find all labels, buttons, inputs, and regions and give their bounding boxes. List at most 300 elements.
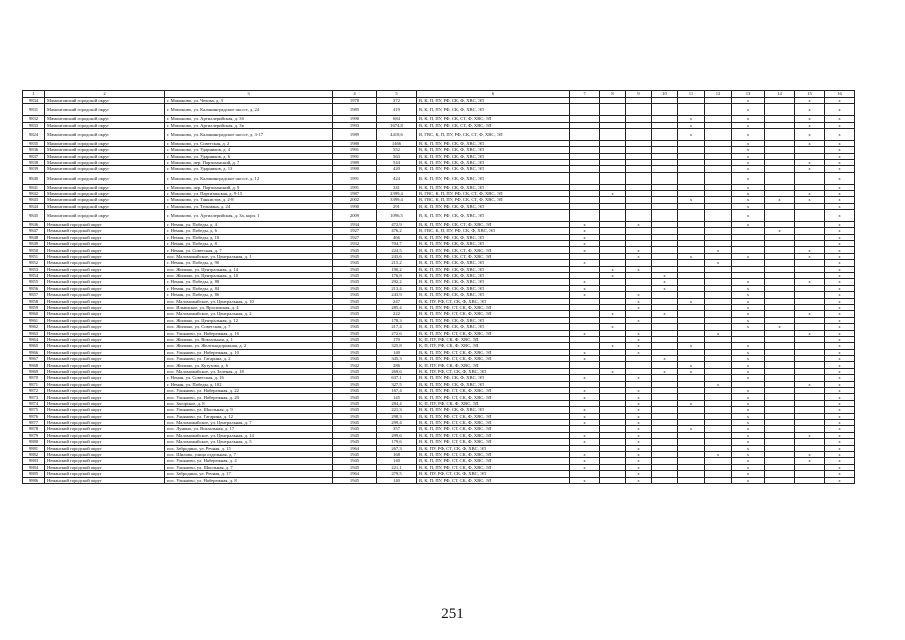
year-cell: 1989 xyxy=(333,128,377,140)
mark-cell-col-8: x xyxy=(600,368,626,374)
year-cell: 1990 xyxy=(333,116,377,122)
address-cell: г. Мамоново, пер. Партизанский, д. 7 xyxy=(165,159,333,165)
row-number-cell: 9873 xyxy=(23,394,45,400)
year-cell: 1945 xyxy=(333,247,377,253)
row-number-cell: 9849 xyxy=(23,241,45,247)
row-number-cell: 9879 xyxy=(23,432,45,438)
mark-cell-col-13: x xyxy=(732,210,765,222)
area-cell: 637,1 xyxy=(377,375,417,381)
mark-cell-col-16: x xyxy=(825,190,855,196)
mark-cell-col-13: x xyxy=(732,356,765,362)
column-header-14: 14 xyxy=(765,91,795,98)
row-number-cell: 9848 xyxy=(23,234,45,240)
year-cell: 1945 xyxy=(333,375,377,381)
mark-cell-col-13: x xyxy=(732,197,765,203)
mark-cell-col-16: x xyxy=(825,477,855,483)
mark-cell-col-15: x xyxy=(795,381,825,387)
row-number-cell: 9857 xyxy=(23,292,45,298)
district-cell: Неманский городской округ xyxy=(45,388,165,394)
year-cell: 1945 xyxy=(333,458,377,464)
mark-cell-col-13: x xyxy=(732,116,765,122)
mark-cell-col-16: x xyxy=(825,279,855,285)
area-cell: 176,8 xyxy=(377,273,417,279)
area-cell: 298,3 xyxy=(377,413,417,419)
area-cell: 325,8 xyxy=(377,343,417,349)
mark-cell-col-10: x xyxy=(652,356,678,362)
district-cell: Неманский городской округ xyxy=(45,381,165,387)
area-cell: 357 xyxy=(377,426,417,432)
works-cell: В, К, П, ПУ, РФ, СТ, СК, Ф, ХВС, ЭЛ xyxy=(417,451,570,457)
row-number-cell: 9871 xyxy=(23,381,45,387)
table-row xyxy=(23,128,855,140)
column-header-5: 5 xyxy=(377,91,417,98)
column-header-13: 13 xyxy=(732,91,765,98)
mark-cell-col-7: x xyxy=(570,247,600,253)
mark-cell-col-15: x xyxy=(795,116,825,122)
area-cell: 1466 xyxy=(377,140,417,146)
mark-cell-col-13: x xyxy=(732,362,765,368)
year-cell: 1945 xyxy=(333,400,377,406)
mark-cell-col-10: x xyxy=(652,285,678,291)
mark-cell-col-7: x xyxy=(570,375,600,381)
column-header-12: 12 xyxy=(705,91,732,98)
mark-cell-col-9: x xyxy=(626,477,652,483)
address-cell: г. Мамоново, ул. Ударников, д. 6 xyxy=(165,153,333,159)
row-number-cell: 9874 xyxy=(23,400,45,406)
mark-cell-col-9: x xyxy=(626,400,652,406)
mark-cell-col-7: x xyxy=(570,413,600,419)
mark-cell-col-7: x xyxy=(570,439,600,445)
works-cell: В, К, П, ПУ, РФ, СТ, СК, Ф, ХВС, ЭЛ xyxy=(417,388,570,394)
works-cell: К, П, ПУ, РФ, СК, Ф, ХВС, ЭЛ xyxy=(417,336,570,342)
address-cell: пос. Забродино, ул. Речная, д. 15 xyxy=(165,445,333,451)
year-cell: 1991 xyxy=(333,153,377,159)
district-cell: Неманский городской округ xyxy=(45,330,165,336)
mark-cell-col-7: x xyxy=(570,464,600,470)
works-cell: К, П, ПУ, РФ, СК, Ф, ХВС, ЭЛ xyxy=(417,400,570,406)
mark-cell-col-13: x xyxy=(732,464,765,470)
mark-cell-col-14: x xyxy=(765,197,795,203)
district-cell: Неманский городской округ xyxy=(45,234,165,240)
mark-cell-col-9: x xyxy=(626,439,652,445)
mark-cell-col-16: x xyxy=(825,407,855,413)
year-cell: 1945 xyxy=(333,253,377,259)
district-cell: Неманский городской округ xyxy=(45,298,165,304)
mark-cell-col-10 xyxy=(652,477,678,483)
mark-cell-col-15 xyxy=(795,477,825,483)
works-cell: В, К, П, ПУ, РФ, СК, Ф, ХВС, ЭЛ xyxy=(417,166,570,172)
year-cell: 1945 xyxy=(333,317,377,323)
address-cell: пос. Маломожайское, ул. Центральная, д. 5 xyxy=(165,439,333,445)
address-cell: г. Неман, ул. Победы, д. 4 xyxy=(165,221,333,227)
mark-cell-col-13: x xyxy=(732,147,765,153)
mark-cell-col-7: x xyxy=(570,228,600,234)
mark-cell-col-7: x xyxy=(570,419,600,425)
mark-cell-col-13: x xyxy=(732,368,765,374)
mark-cell-col-7: x xyxy=(570,432,600,438)
mark-cell-col-15: x xyxy=(795,432,825,438)
area-cell: 4418,6 xyxy=(377,128,417,140)
works-cell: В, К, П, ПУ, РФ, СК, Ф, ХВС, ЭЛ xyxy=(417,104,570,116)
district-cell: Неманский городской округ xyxy=(45,317,165,323)
year-cell: 1945 xyxy=(333,432,377,438)
district-cell: Неманский городской округ xyxy=(45,464,165,470)
works-cell: В, К, П, ПУ, РФ, СК, СТ, Ф, ХВС, ЭЛ xyxy=(417,247,570,253)
area-cell: 215,2 xyxy=(377,260,417,266)
mark-cell-col-9: x xyxy=(626,330,652,336)
mark-cell-col-11: x xyxy=(678,128,705,140)
area-cell: 190,2 xyxy=(377,266,417,272)
works-cell: В, К, П, ПУ, РФ, СТ, СК, Ф, ХВС, ЭЛ xyxy=(417,477,570,483)
mark-cell-col-8: x xyxy=(600,266,626,272)
works-cell: В, К, П, ПУ, РФ, СТ, СК, Ф, ХВС, ЭЛ xyxy=(417,439,570,445)
district-cell: Мамонтовский городской округ xyxy=(45,197,165,203)
row-number-cell: 9881 xyxy=(23,445,45,451)
row-number-cell: 9880 xyxy=(23,439,45,445)
mark-cell-col-13: x xyxy=(732,477,765,483)
row-number-cell: 9855 xyxy=(23,279,45,285)
mark-cell-col-9: x xyxy=(626,394,652,400)
mark-cell-col-13: x xyxy=(732,304,765,310)
district-cell: Мамонтовский городской округ xyxy=(45,140,165,146)
mark-cell-col-9: x xyxy=(626,419,652,425)
district-cell: Неманский городской округ xyxy=(45,324,165,330)
address-cell: г. Мамоново, пер. Партизанский, д. 9 xyxy=(165,184,333,190)
address-cell: пос. Маломожайское, ул. Центральная, д. 14 xyxy=(165,432,333,438)
district-cell: Мамонтовский городской округ xyxy=(45,98,165,104)
column-header-2: 2 xyxy=(45,91,165,98)
mark-cell-col-11: x xyxy=(678,362,705,368)
mark-cell-col-16: x xyxy=(825,451,855,457)
works-cell: В, К, П, ПУ, РФ, СК, Ф, ХВС, ЭЛ xyxy=(417,292,570,298)
mark-cell-col-7: x xyxy=(570,221,600,227)
row-number-cell: 9851 xyxy=(23,253,45,259)
address-cell: г. Мамоново, ул. Калининградское шоссе, д. 24 xyxy=(165,104,333,116)
mark-cell-col-12 xyxy=(705,104,732,116)
row-number-cell: 9882 xyxy=(23,451,45,457)
mark-cell-col-15: x xyxy=(795,197,825,203)
area-cell: 684 xyxy=(377,116,417,122)
row-number-cell: 9866 xyxy=(23,349,45,355)
year-cell: 1945 xyxy=(333,266,377,272)
area-cell: 140 xyxy=(377,458,417,464)
row-number-cell: 9865 xyxy=(23,343,45,349)
mark-cell-col-16: x xyxy=(825,285,855,291)
housing-register-table xyxy=(22,90,855,484)
district-cell: Неманский городской округ xyxy=(45,266,165,272)
year-cell: 1991 xyxy=(333,172,377,184)
mark-cell-col-16: x xyxy=(825,140,855,146)
mark-cell-col-13: x xyxy=(732,172,765,184)
year-cell: 1945 xyxy=(333,388,377,394)
year-cell: 1945 xyxy=(333,285,377,291)
mark-cell-col-12: x xyxy=(705,247,732,253)
year-cell: 1945 xyxy=(333,343,377,349)
mark-cell-col-10 xyxy=(652,128,678,140)
mark-cell-col-13: x xyxy=(732,166,765,172)
works-cell: В, К, П, ПУ, РФ, СК, Ф, ХВС, ЭЛ xyxy=(417,153,570,159)
mark-cell-col-11: x xyxy=(678,400,705,406)
works-cell: В, К, П, ПУ, РФ, СК, Ф, ХВС, ЭЛ xyxy=(417,234,570,240)
row-number-cell: 9843 xyxy=(23,197,45,203)
row-number-cell: 9840 xyxy=(23,172,45,184)
mark-cell-col-7: x xyxy=(570,458,600,464)
mark-cell-col-13: x xyxy=(732,343,765,349)
district-cell: Мамонтовский городской округ xyxy=(45,159,165,165)
area-cell: 168 xyxy=(377,451,417,457)
mark-cell-col-12 xyxy=(705,477,732,483)
address-cell: г. Мамоново, ул. Чехова, д. 3 xyxy=(165,98,333,104)
row-number-cell: 9858 xyxy=(23,298,45,304)
mark-cell-col-15: x xyxy=(795,311,825,317)
area-cell: 2399,4 xyxy=(377,190,417,196)
mark-cell-col-7 xyxy=(570,104,600,116)
mark-cell-col-8: x xyxy=(600,190,626,196)
mark-cell-col-9: x xyxy=(626,253,652,259)
mark-cell-col-13: x xyxy=(732,253,765,259)
column-header-6: 6 xyxy=(417,91,570,98)
area-cell: 563 xyxy=(377,153,417,159)
district-cell: Неманский городской округ xyxy=(45,362,165,368)
works-cell: В, К, П, ПУ, РФ, СК, Ф, ХВС, ЭЛ xyxy=(417,279,570,285)
district-cell: Мамонтовский городской округ xyxy=(45,153,165,159)
column-header-4: 4 xyxy=(333,91,377,98)
mark-cell-col-16: x xyxy=(825,221,855,227)
district-cell: Неманский городской округ xyxy=(45,394,165,400)
mark-cell-col-15: x xyxy=(795,253,825,259)
mark-cell-col-16: x xyxy=(825,356,855,362)
mark-cell-col-13: x xyxy=(732,203,765,209)
row-number-cell: 9864 xyxy=(23,336,45,342)
area-cell: 243,9 xyxy=(377,292,417,298)
year-cell: 1932 xyxy=(333,241,377,247)
area-cell: 420 xyxy=(377,166,417,172)
area-cell: 704,7 xyxy=(377,241,417,247)
mark-cell-col-16: x xyxy=(825,330,855,336)
works-cell: В, К, П, ПУ, РФ, СК, Ф, ХВС, ЭЛ xyxy=(417,317,570,323)
address-cell: пос. Маломожайское, ул. Центральная, д. 7 xyxy=(165,419,333,425)
area-cell: 221,1 xyxy=(377,464,417,470)
mark-cell-col-9: x xyxy=(626,266,652,272)
row-number-cell: 9847 xyxy=(23,228,45,234)
row-number-cell: 9845 xyxy=(23,210,45,222)
mark-cell-col-9: x xyxy=(626,464,652,470)
year-cell: 1945 xyxy=(333,451,377,457)
works-cell: К, П, ПУ, РФ, СК, Ф, ХВС, ЭЛ xyxy=(417,343,570,349)
district-cell: Неманский городской округ xyxy=(45,247,165,253)
mark-cell-col-14 xyxy=(765,128,795,140)
mark-cell-col-7: x xyxy=(570,330,600,336)
mark-cell-col-16: x xyxy=(825,98,855,104)
mark-cell-col-16: x xyxy=(825,159,855,165)
mark-cell-col-13: x xyxy=(732,128,765,140)
district-cell: Неманский городской округ xyxy=(45,451,165,457)
district-cell: Неманский городской округ xyxy=(45,311,165,317)
district-cell: Неманский городской округ xyxy=(45,439,165,445)
address-cell: г. Мамоново, ул. Советская, д. 2 xyxy=(165,140,333,146)
works-cell: В, К, П, ПУ, РФ, СК, Ф, ХВС, ЭЛ xyxy=(417,381,570,387)
mark-cell-col-12: x xyxy=(705,381,732,387)
table-row xyxy=(23,104,855,116)
address-cell: г. Мамоново, ул. Артиллерийская, д. 3а, корп. 1 xyxy=(165,210,333,222)
works-cell: В, К, П, ПУ, РФ, СТ, СК, Ф, ХВС, ЭЛ xyxy=(417,349,570,355)
row-number-cell: 9876 xyxy=(23,413,45,419)
address-cell: пос. Ульяново, ул. Гагарина, д. 12 xyxy=(165,413,333,419)
area-cell: 221,3 xyxy=(377,407,417,413)
address-cell: пос. Жилино, ул. Кутузова, д. 6 xyxy=(165,362,333,368)
year-cell: 1945 xyxy=(333,477,377,483)
district-cell: Мамонтовский городской округ xyxy=(45,172,165,184)
year-cell: 1980 xyxy=(333,140,377,146)
district-cell: Мамонтовский городской округ xyxy=(45,122,165,128)
mark-cell-col-11: x xyxy=(678,122,705,128)
row-number-cell: 9832 xyxy=(23,116,45,122)
district-cell: Неманский городской округ xyxy=(45,375,165,381)
year-cell: 1989 xyxy=(333,159,377,165)
mark-cell-col-9: x xyxy=(626,407,652,413)
year-cell: 2002 xyxy=(333,197,377,203)
mark-cell-col-16: x xyxy=(825,388,855,394)
mark-cell-col-13: x xyxy=(732,153,765,159)
works-cell: В, К, П, ПУ, РФ, СК, Ф, ХВС, ЭЛ xyxy=(417,266,570,272)
year-cell: 1990 xyxy=(333,166,377,172)
mark-cell-col-14 xyxy=(765,104,795,116)
mark-cell-col-11: x xyxy=(678,426,705,432)
district-cell: Неманский городской округ xyxy=(45,221,165,227)
district-cell: Неманский городской округ xyxy=(45,279,165,285)
area-cell: 178,3 xyxy=(377,317,417,323)
year-cell: 1945 xyxy=(333,336,377,342)
works-cell: В, К, П, ПУ, РФ, СК, Ф, ХВС, ЭЛ xyxy=(417,203,570,209)
works-cell: В, К, П, ПУ, РФ, СК, Ф, ХВС, ЭЛ xyxy=(417,210,570,222)
mark-cell-col-11 xyxy=(678,172,705,184)
mark-cell-col-16: x xyxy=(825,336,855,342)
year-cell: 1945 xyxy=(333,292,377,298)
mark-cell-col-7: x xyxy=(570,349,600,355)
district-cell: Неманский городской округ xyxy=(45,477,165,483)
mark-cell-col-16: x xyxy=(825,116,855,122)
address-cell: г. Неман, ул. Советская, д. 7 xyxy=(165,247,333,253)
mark-cell-col-16: x xyxy=(825,426,855,432)
mark-cell-col-9: x xyxy=(626,247,652,253)
column-header-10: 10 xyxy=(652,91,678,98)
address-cell: пос. Жилино, ул. Центральная, д. 14 xyxy=(165,266,333,272)
area-cell: 345,3 xyxy=(377,356,417,362)
mark-cell-col-9: x xyxy=(626,349,652,355)
mark-cell-col-16: x xyxy=(825,349,855,355)
mark-cell-col-13: x xyxy=(732,317,765,323)
column-header-11: 11 xyxy=(678,91,705,98)
address-cell: пос. Маломожайское, ул. Центральная, д. 2 xyxy=(165,311,333,317)
district-cell: Мамонтовский городской округ xyxy=(45,210,165,222)
mark-cell-col-13: x xyxy=(732,190,765,196)
district-cell: Неманский городской округ xyxy=(45,260,165,266)
mark-cell-col-13: x xyxy=(732,221,765,227)
year-cell: 1945 xyxy=(333,279,377,285)
mark-cell-col-11: x xyxy=(678,116,705,122)
address-cell: г. Мамоново, ул. Ударников, д. 13 xyxy=(165,166,333,172)
mark-cell-col-9: x xyxy=(626,317,652,323)
year-cell: 1945 xyxy=(333,439,377,445)
mark-cell-col-7 xyxy=(570,128,600,140)
mark-cell-col-13: x xyxy=(732,426,765,432)
mark-cell-col-9 xyxy=(626,172,652,184)
area-cell: 1096,5 xyxy=(377,210,417,222)
works-cell: К, П, ПУ, РФ, СК, Ф, ХВС, ЭЛ xyxy=(417,362,570,368)
year-cell: 1945 xyxy=(333,381,377,387)
address-cell: г. Мамоново, ул. Танкистов, д. 2-8 xyxy=(165,197,333,203)
row-number-cell: 9877 xyxy=(23,419,45,425)
mark-cell-col-10 xyxy=(652,210,678,222)
mark-cell-col-9: x xyxy=(626,432,652,438)
address-cell: г. Мамоново, ул. Калининградское шоссе, д. 3-17 xyxy=(165,128,333,140)
row-number-cell: 9844 xyxy=(23,203,45,209)
row-number-cell: 9856 xyxy=(23,285,45,291)
district-cell: Неманский городской округ xyxy=(45,304,165,310)
area-cell: 472,9 xyxy=(377,221,417,227)
mark-cell-col-9: x xyxy=(626,375,652,381)
works-cell: В, К, П, ПУ, РФ, СТ, СК, Ф, ХВС, ЭЛ xyxy=(417,413,570,419)
mark-cell-col-11: x xyxy=(678,368,705,374)
district-cell: Неманский городской округ xyxy=(45,471,165,477)
column-header-8: 8 xyxy=(600,91,626,98)
mark-cell-col-14: x xyxy=(765,324,795,330)
district-cell: Неманский городской округ xyxy=(45,253,165,259)
district-cell: Неманский городской округ xyxy=(45,343,165,349)
row-number-cell: 9842 xyxy=(23,190,45,196)
mark-cell-col-16: x xyxy=(825,471,855,477)
district-cell: Неманский городской округ xyxy=(45,458,165,464)
mark-cell-col-15: x xyxy=(795,247,825,253)
mark-cell-col-16: x xyxy=(825,128,855,140)
area-cell: 213,4 xyxy=(377,285,417,291)
mark-cell-col-9: x xyxy=(626,336,652,342)
mark-cell-col-13: x xyxy=(732,104,765,116)
row-number-cell: 9860 xyxy=(23,311,45,317)
mark-cell-col-16: x xyxy=(825,266,855,272)
mark-cell-col-13: x xyxy=(732,471,765,477)
mark-cell-col-9: x xyxy=(626,471,652,477)
address-cell: пос. Забродино, ул. Речная, д. 17 xyxy=(165,471,333,477)
mark-cell-col-13: x xyxy=(732,298,765,304)
area-cell: 292,2 xyxy=(377,279,417,285)
mark-cell-col-7: x xyxy=(570,292,600,298)
row-number-cell: 9861 xyxy=(23,317,45,323)
mark-cell-col-8 xyxy=(600,210,626,222)
table-row xyxy=(23,210,855,222)
district-cell: Неманский городской округ xyxy=(45,368,165,374)
address-cell: г. Неман, ул. Победы, д. 10 xyxy=(165,234,333,240)
mark-cell-col-7: x xyxy=(570,234,600,240)
works-cell: В, К, П, ПУ, РФ, СК, СТ, Ф, ХВС, ЭЛ xyxy=(417,116,570,122)
district-cell: Мамонтовский городской округ xyxy=(45,147,165,153)
mark-cell-col-15: x xyxy=(795,159,825,165)
mark-cell-col-13: x xyxy=(732,400,765,406)
mark-cell-col-16: x xyxy=(825,292,855,298)
district-cell: Неманский городской округ xyxy=(45,432,165,438)
year-cell: 1942 xyxy=(333,362,377,368)
mark-cell-col-13: x xyxy=(732,285,765,291)
district-cell: Неманский городской округ xyxy=(45,228,165,234)
row-number-cell: 9841 xyxy=(23,184,45,190)
mark-cell-col-9: x xyxy=(626,426,652,432)
mark-cell-col-9: x xyxy=(626,458,652,464)
district-cell: Неманский городской округ xyxy=(45,349,165,355)
address-cell: пос. Маломожайское, ул. Центральная, д. 1 xyxy=(165,253,333,259)
mark-cell-col-7: x xyxy=(570,260,600,266)
mark-cell-col-13: x xyxy=(732,388,765,394)
address-cell: пос. Загорское, д. 8 xyxy=(165,400,333,406)
